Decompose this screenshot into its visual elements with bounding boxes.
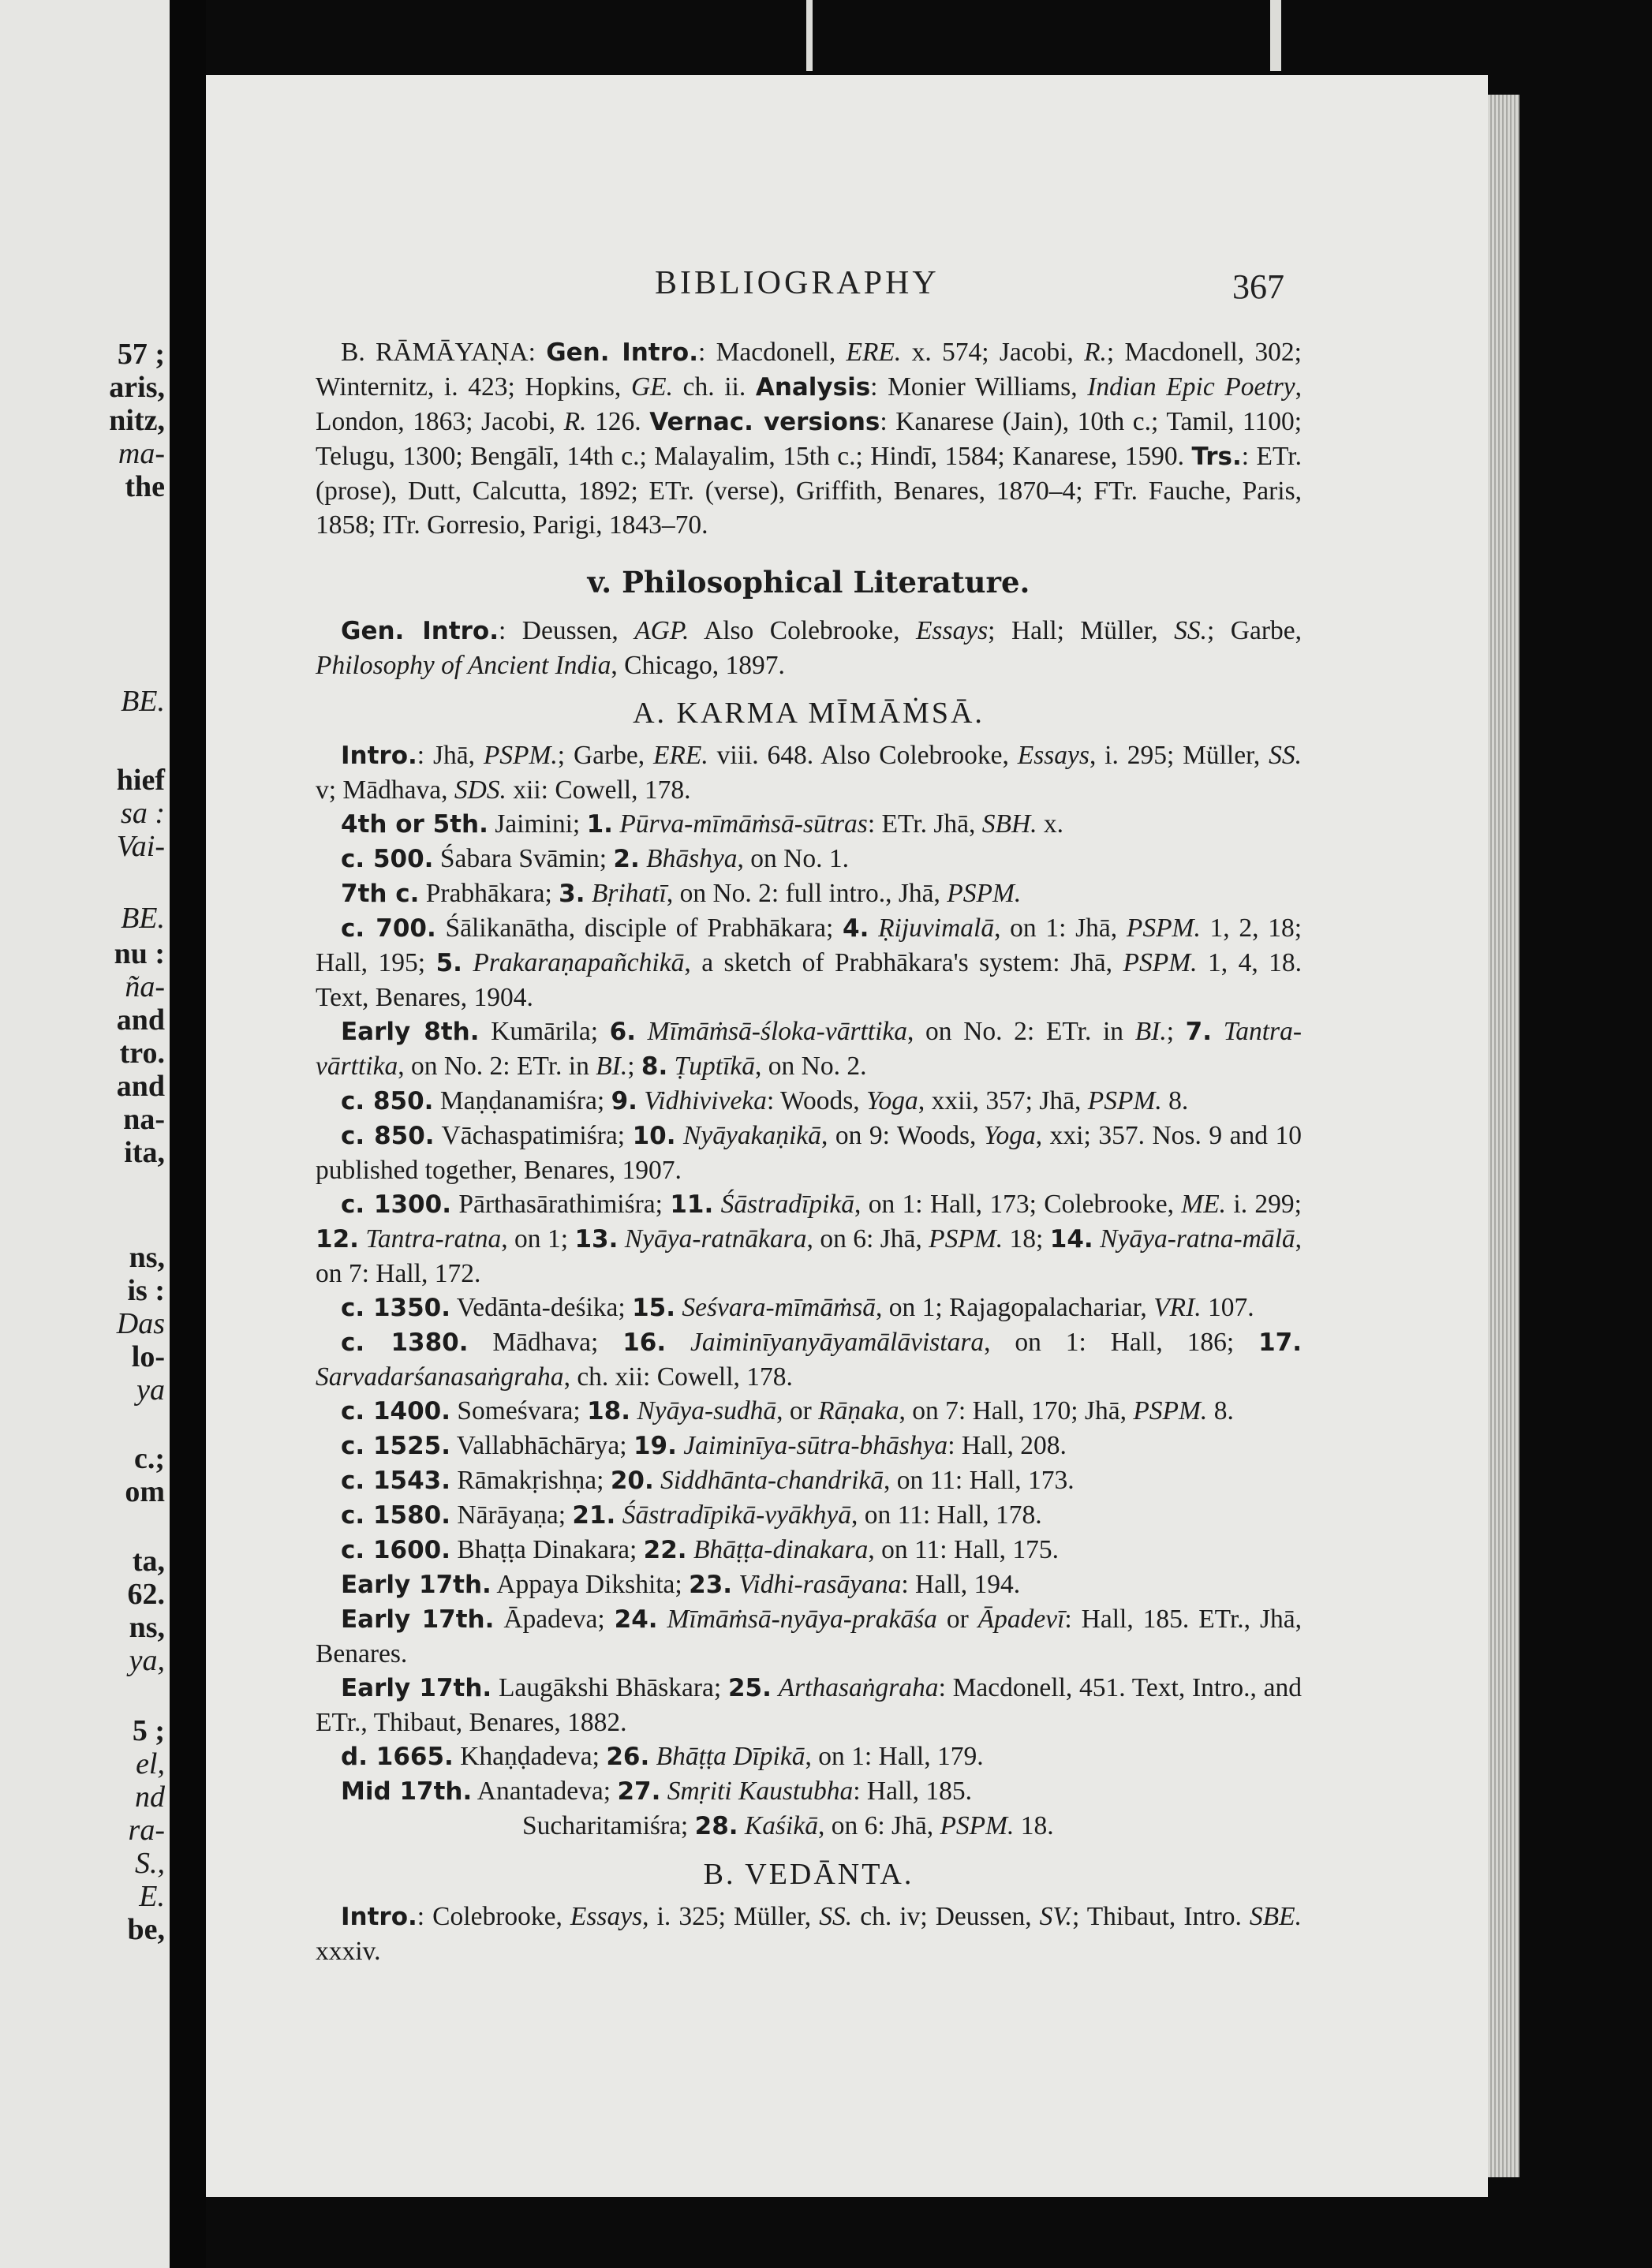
bibliography-entry: c. 850. Maṇḍanamiśra; 9. Vidhiviveka: Woods, Yoga, xxii, 357; Jhā, PSPM. 8.	[341, 1086, 1189, 1115]
left-page-text-fragment: S.,	[135, 1847, 165, 1880]
left-page-text-fragment: sa :	[121, 797, 165, 830]
bibliography-entry: c. 500. Śabara Svāmin; 2. Bhāshya, on No. 1.	[341, 844, 849, 873]
left-page-text-fragment: aris,	[109, 371, 165, 404]
left-page-text-fragment: ita,	[124, 1136, 165, 1169]
section-heading-philosophical: v. Philosophical Literature.	[587, 565, 1030, 600]
bibliography-entry: c. 850. Vāchaspatimiśra; 10. Nyāyakaṇikā, on 9: Woods, Yoga, xxi; 357. Nos. 9 and 10 published together, Benares, 1907.	[316, 1121, 1303, 1185]
subsection-heading-vedanta: B. VEDĀNTA.	[703, 1858, 914, 1891]
left-page-text-fragment: is :	[127, 1274, 165, 1307]
left-page-text-fragment: Vai-	[116, 830, 165, 863]
left-page-text-fragment: BE.	[121, 685, 165, 718]
left-facing-page	[0, 0, 170, 2268]
left-page-text-fragment: ta,	[132, 1545, 165, 1578]
left-page-text-fragment: hief	[116, 764, 165, 797]
bibliography-entry: c. 1380. Mādhava; 16. Jaiminīyanyāyamālāvistara, on 1: Hall, 186; 17. Sarvadarśanasaṅgraha, ch. xii: Cowell, 178.	[316, 1328, 1302, 1392]
left-page-text-fragment: 57 ;	[117, 338, 165, 371]
left-page-text-fragment: ya,	[129, 1644, 165, 1677]
left-page-text-fragment: ma-	[118, 437, 165, 470]
bibliography-entry: c. 1400. Someśvara; 18. Nyāya-sudhā, or Rāṇaka, on 7: Hall, 170; Jhā, PSPM. 8.	[341, 1396, 1234, 1425]
left-page-text-fragment: ns,	[129, 1241, 165, 1274]
left-page-text-fragment: lo-	[131, 1340, 165, 1373]
bibliography-entry: Early 17th. Āpadeva; 24. Mīmāṁsā-nyāya-prakāśa or Āpadevī: Hall, 185. ETr., Jhā, Benares.	[316, 1605, 1302, 1668]
left-page-text-fragment: ns,	[129, 1611, 165, 1644]
left-page-text-fragment: tro.	[119, 1037, 165, 1070]
running-header: BIBLIOGRAPHY	[655, 265, 940, 301]
left-page-text-fragment: c.;	[133, 1442, 165, 1475]
left-page-text-fragment: and	[116, 1003, 165, 1037]
left-page-text-fragment: ña-	[125, 970, 165, 1003]
left-page-text-fragment: ra-	[128, 1814, 165, 1847]
top-edge-mark	[806, 0, 813, 71]
book-gutter	[170, 0, 206, 2268]
left-page-text-fragment: na-	[123, 1103, 165, 1136]
bibliography-entry: Intro.: Jhā, PSPM.; Garbe, ERE. viii. 648. Also Colebrooke, Essays, i. 295; Müller, SS. v; Mādhava, SDS. xii: Cowell, 178.	[316, 741, 1303, 805]
bibliography-entry: c. 1525. Vallabhāchārya; 19. Jaiminīya-sūtra-bhāshya: Hall, 208.	[341, 1431, 1067, 1460]
page-body	[316, 335, 1302, 1968]
bibliography-entry: Early 8th. Kumārila; 6. Mīmāṁsā-śloka-vārttika, on No. 2: ETr. in BI.; 7. Tantra-vārttika, on No. 2: ETr. in BI.; 8. Ṭuptīkā, on No. 2.	[316, 1017, 1302, 1081]
subsection-heading-karma-mimamsa: A. KARMA MĪMĀṀSĀ.	[633, 697, 985, 730]
karma-mimamsa-entries	[316, 738, 1302, 1844]
bibliography-entry: d. 1665. Khaṇḍadeva; 26. Bhāṭṭa Dīpikā, on 1: Hall, 179.	[341, 1742, 984, 1771]
bibliography-entry: Mid 17th. Anantadeva; 27. Smṛiti Kaustubha: Hall, 185.	[341, 1777, 972, 1806]
bibliography-entry: c. 1300. Pārthasārathimiśra; 11. Śāstradīpikā, on 1: Hall, 173; Colebrooke, ME. i. 299; 12. Tantra-ratna, on 1; 13. Nyāya-ratnākara, on 6: Jhā, PSPM. 18; 14. Nyāya-ratna-mālā, on 7: Hall, 172.	[316, 1190, 1303, 1288]
bibliography-entry: Early 17th. Appaya Dikshita; 23. Vidhi-rasāyana: Hall, 194.	[341, 1570, 1021, 1599]
left-page-text-fragment: 62.	[127, 1578, 165, 1611]
bibliography-entry: 7th c. Prabhākara; 3. Bṛihatī, on No. 2: full intro., Jhā, PSPM.	[341, 879, 1022, 908]
left-page-text-fragment: E.	[139, 1880, 165, 1913]
bibliography-entry: 4th or 5th. Jaimini; 1. Pūrva-mīmāṁsā-sūtras: ETr. Jhā, SBH. x.	[341, 809, 1064, 839]
left-page-text-fragment: the	[125, 470, 165, 503]
page-number: 367	[1232, 267, 1284, 306]
bibliography-entry: c. 1580. Nārāyaṇa; 21. Śāstradīpikā-vyākhyā, on 11: Hall, 178.	[341, 1500, 1042, 1530]
bibliography-entry: c. 1543. Rāmakṛishṇa; 20. Siddhānta-chandrikā, on 11: Hall, 173.	[341, 1466, 1075, 1495]
bibliography-entry: Early 17th. Laugākshi Bhāskara; 25. Arthasaṅgraha: Macdonell, 451. Text, Intro., and ETr., Thibaut, Benares, 1882.	[316, 1673, 1302, 1737]
left-page-text-fragment: nd	[135, 1780, 165, 1814]
left-page-text-fragment: el,	[136, 1747, 165, 1780]
ramayana-entry: B. RĀMĀYAṆA: Gen. Intro.: Macdonell, ERE. x. 574; Jacobi, R.; Macdonell, 302; Winternitz, i. 423; Hopkins, GE. ch. ii. Analysis: Monier Williams, Indian Epic Poetry, London, 1863; Jacobi, R. 126. Vernac. versions: Kanarese (Jain), 10th c.; Tamil, 1100; Telugu, 1300; Bengālī, 14th c.; Malayalim, 15th c.; Hindī, 1584; Kanarese, 1590. Trs.: ETr. (prose), Dutt, Calcutta, 1892; ETr. (verse), Griffith, Benares, 1870–4; FTr. Fauche, Paris, 1858; ITr. Gorresio, Parigi, 1843–70.	[316, 338, 1302, 540]
bibliography-entry: c. 1600. Bhaṭṭa Dinakara; 22. Bhāṭṭa-dinakara, on 11: Hall, 175.	[341, 1535, 1060, 1564]
left-page-text-fragment: nitz,	[109, 404, 165, 437]
bibliography-entry: c. 1350. Vedānta-deśika; 15. Seśvara-mīmāṁsā, on 1; Rajagopalachariar, VRI. 107.	[341, 1293, 1254, 1322]
philosophical-intro: Gen. Intro.: Deussen, AGP. Also Colebrooke, Essays; Hall; Müller, SS.; Garbe, Philosophy of Ancient India, Chicago, 1897.	[316, 616, 1303, 680]
bibliography-entry: Sucharitamiśra; 28. Kaśikā, on 6: Jhā, PSPM. 18.	[522, 1811, 1054, 1840]
vedanta-intro: Intro.: Colebrooke, Essays, i. 325; Müller, SS. ch. iv; Deussen, SV.; Thibaut, Intro. SBE. xxxiv.	[316, 1902, 1302, 1966]
left-page-text-fragment: 5 ;	[132, 1714, 165, 1747]
left-page-text-fragment: om	[125, 1475, 165, 1508]
left-page-text-fragment: Das	[116, 1307, 165, 1340]
page-edges	[1488, 95, 1519, 2177]
left-page-text-fragment: and	[116, 1070, 165, 1103]
top-edge-mark	[1270, 0, 1281, 71]
left-page-text-fragment: be,	[127, 1913, 165, 1946]
left-page-text-fragment: ya	[136, 1373, 165, 1407]
left-page-text-fragment: BE.	[121, 902, 165, 935]
bibliography-entry: c. 700. Śālikanātha, disciple of Prabhākara; 4. Ṛijuvimalā, on 1: Jhā, PSPM. 1, 2, 18; Hall, 195; 5. Prakaraṇapañchikā, a sketch of Prabhākara's system: Jhā, PSPM. 1, 4, 18. Text, Benares, 1904.	[316, 914, 1303, 1012]
left-page-text-fragment: nu :	[114, 937, 165, 970]
